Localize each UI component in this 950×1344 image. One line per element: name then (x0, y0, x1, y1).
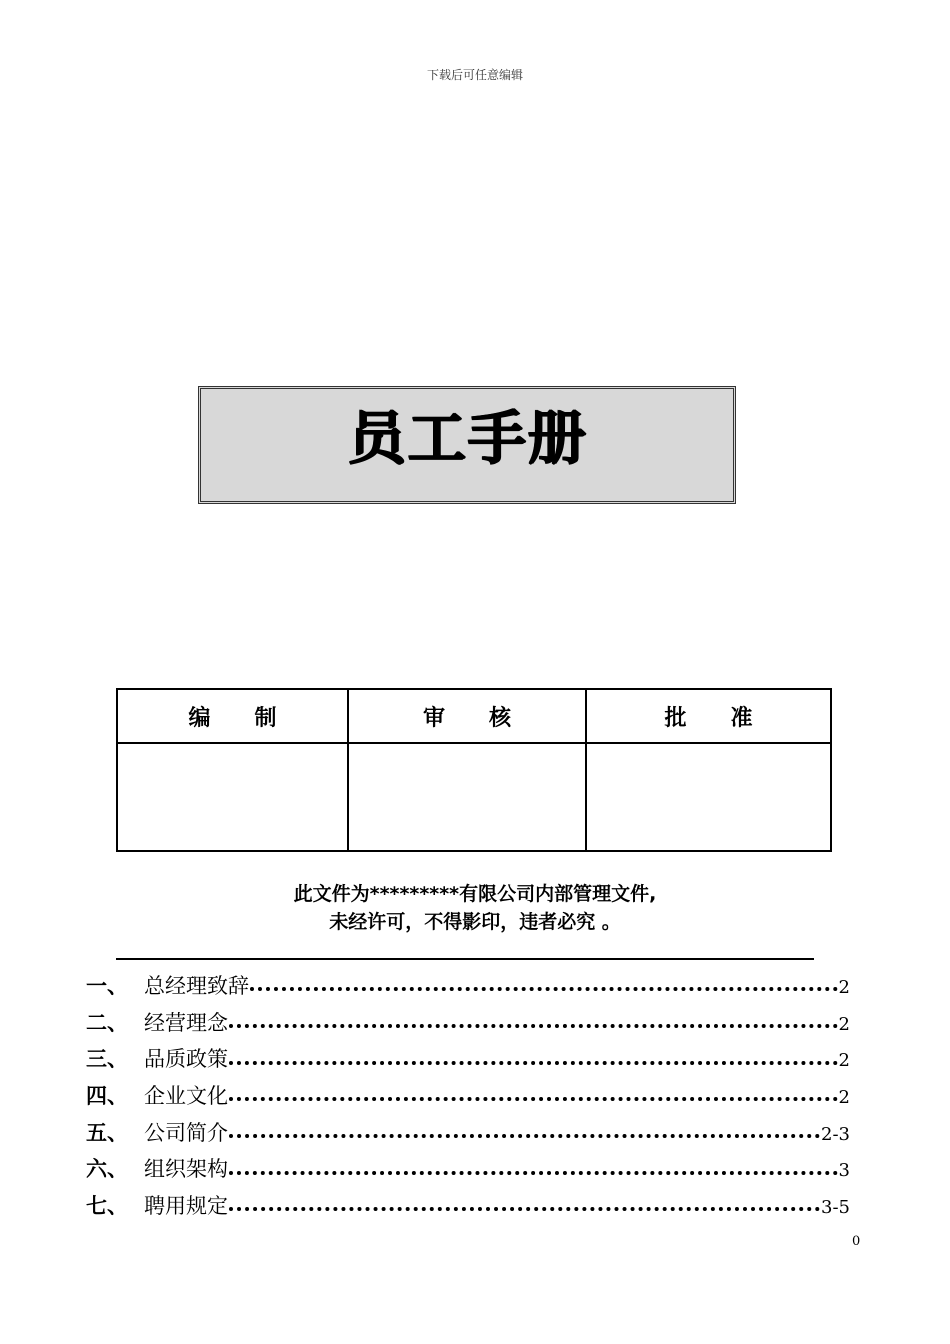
divider-rule (116, 958, 814, 960)
toc-leader-dots (229, 1134, 820, 1138)
toc-entry-number: 一、 (86, 974, 128, 998)
toc-entry-title: 组织架构 (144, 1157, 228, 1182)
signoff-table (116, 688, 832, 852)
page-number: 0 (852, 1234, 861, 1249)
signoff-header-approve: 批 准 (586, 689, 831, 743)
toc-leader-dots (229, 1207, 820, 1211)
header-note: 下载后可任意编辑 (426, 68, 523, 82)
toc-entry-title: 聘用规定 (144, 1194, 228, 1219)
toc-entry-page: 3 (838, 1160, 850, 1182)
toc-entry[interactable] (86, 968, 850, 1005)
toc-leader-dots (229, 1171, 838, 1175)
signoff-cell-compile (117, 743, 348, 851)
toc-entry[interactable] (86, 1188, 850, 1225)
signoff-header-row (117, 689, 831, 743)
signoff-header-review: 审 核 (348, 689, 586, 743)
notice-line-1: 此文件为*********有限公司内部管理文件, (293, 883, 657, 905)
toc-entry-title: 品质政策 (144, 1047, 228, 1072)
toc-entry-number: 三、 (86, 1047, 128, 1072)
toc-entry-page: 2 (838, 1087, 850, 1109)
toc-entry[interactable] (86, 1041, 850, 1078)
toc-entry-number: 六、 (86, 1157, 128, 1182)
signoff-cell-review (348, 743, 586, 851)
toc-entry-page: 2 (838, 1050, 850, 1072)
toc-entry-number: 五、 (86, 1120, 128, 1145)
toc-entry[interactable] (86, 1115, 850, 1152)
signoff-header-compile: 编 制 (117, 689, 348, 743)
toc-entry-number: 二、 (86, 1010, 128, 1035)
toc-entry[interactable] (86, 1005, 850, 1042)
toc-entry-title: 经营理念 (144, 1010, 228, 1035)
toc-entry-number: 四、 (86, 1084, 128, 1109)
toc-entry-title: 总经理致辞 (144, 974, 249, 998)
title-box (198, 386, 736, 504)
toc-entry-title: 企业文化 (144, 1084, 228, 1109)
toc-entry-page: 2 (838, 977, 850, 998)
table-of-contents (86, 968, 850, 1225)
toc-entry[interactable] (86, 1078, 850, 1115)
toc-entry-page: 2-3 (821, 1123, 850, 1145)
toc-entry-page: 2 (838, 1013, 850, 1035)
toc-leader-dots (250, 987, 838, 991)
toc-entry-number: 七、 (86, 1194, 128, 1219)
toc-leader-dots (229, 1024, 838, 1028)
toc-entry[interactable] (86, 1151, 850, 1188)
toc-entry-page: 3-5 (821, 1197, 850, 1219)
toc-leader-dots (229, 1061, 838, 1065)
toc-leader-dots (229, 1097, 838, 1101)
notice-line-2: 未经许可，不得影印，违者必究 。 (329, 911, 621, 933)
confidential-notice (0, 880, 950, 936)
toc-entry-title: 公司简介 (144, 1120, 228, 1145)
signoff-blank-row (117, 743, 831, 851)
signoff-cell-approve (586, 743, 831, 851)
document-title: 员工手册 (346, 404, 587, 472)
